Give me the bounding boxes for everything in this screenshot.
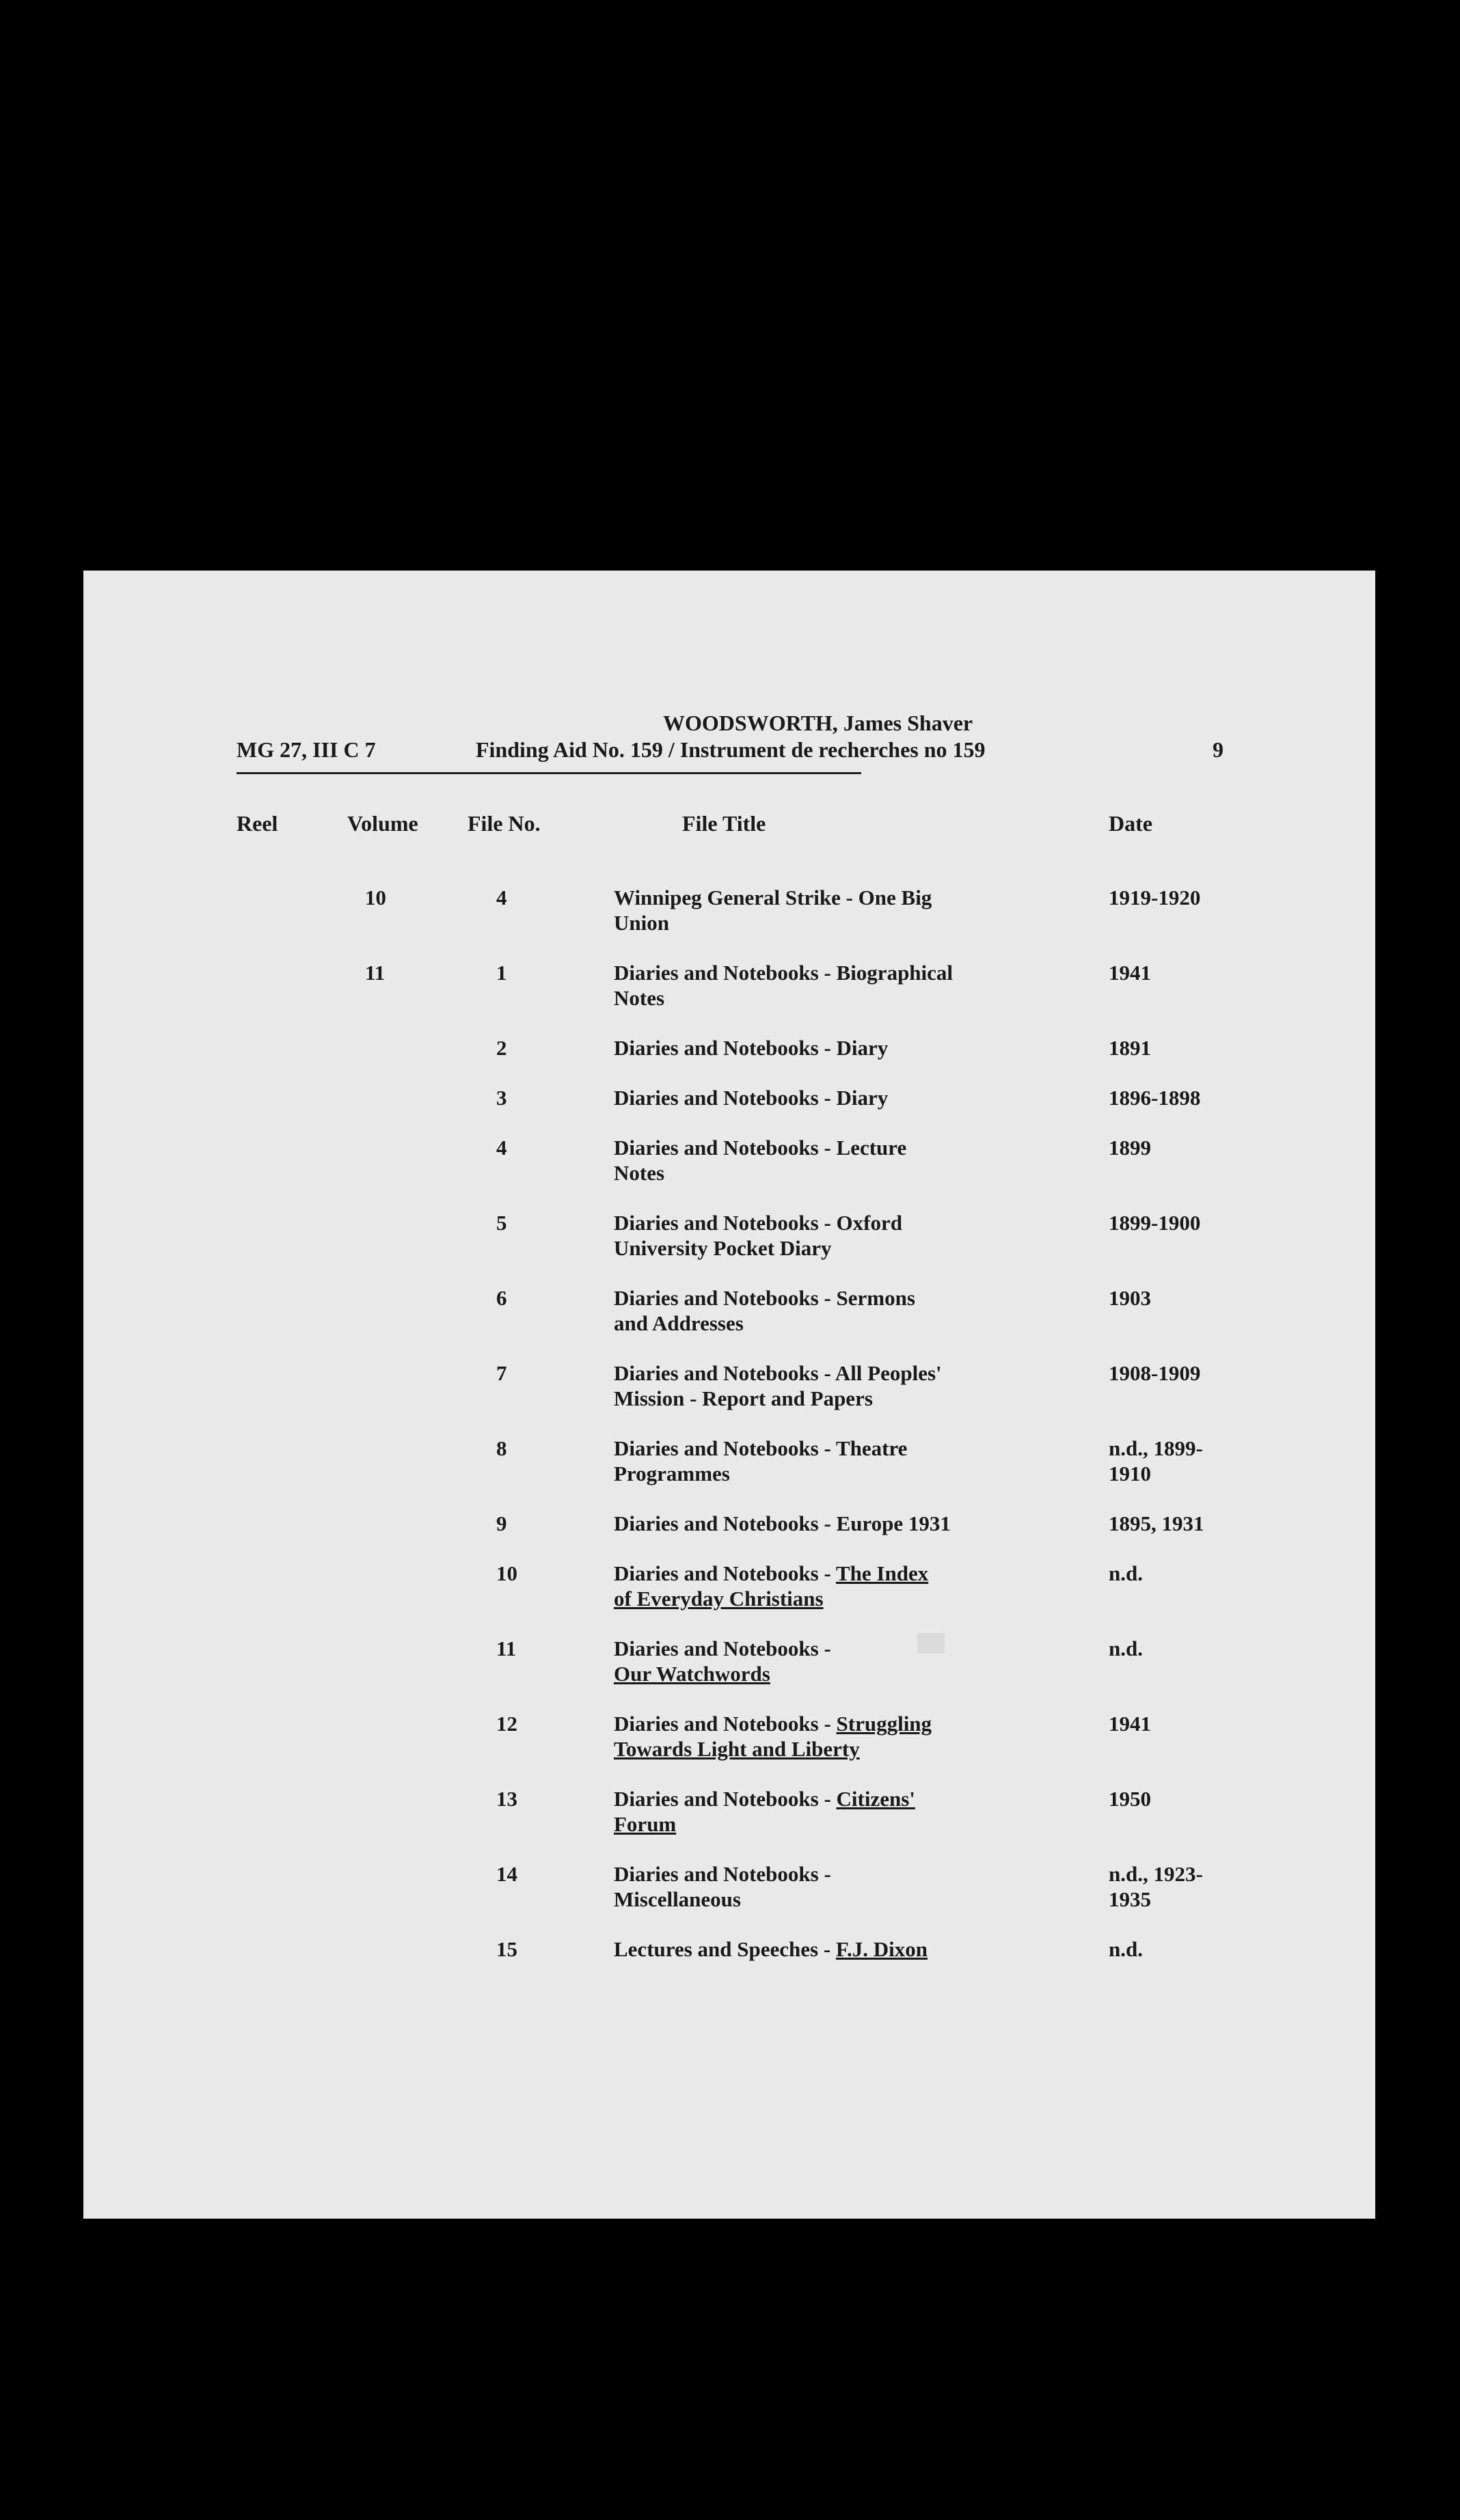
file-title-text: Diaries and Notebooks - <box>614 1561 836 1585</box>
date-line: 1910 <box>1109 1462 1151 1485</box>
fonds-code: MG 27, III C 7 <box>236 737 376 762</box>
file-title-cell <box>614 1285 997 1336</box>
file-title-line <box>614 1311 997 1336</box>
file-title-text: Forum <box>614 1812 677 1836</box>
file-title-text: Diaries and Notebooks - Diary <box>614 1036 889 1060</box>
file-number-cell: 11 <box>496 1636 517 1660</box>
date-cell <box>1109 885 1232 910</box>
column-header-date: Date <box>1109 811 1152 836</box>
file-title-text: Mission - Report and Papers <box>614 1386 873 1410</box>
date-cell <box>1109 1135 1232 1160</box>
file-title-line <box>614 1210 997 1235</box>
file-title-cell <box>614 1511 997 1536</box>
file-title-underlined: The Index <box>835 1561 929 1585</box>
file-title-text: Diaries and Notebooks - Theatre <box>614 1436 908 1460</box>
date-cell <box>1109 960 1232 985</box>
file-title-cell <box>614 960 997 1011</box>
volume-cell: 10 <box>365 886 386 909</box>
document-page <box>83 571 1375 2219</box>
file-number-cell: 10 <box>496 1561 517 1585</box>
file-title-text: Diaries and Notebooks - <box>614 1712 837 1736</box>
file-title-text: Diaries and Notebooks - Sermons <box>614 1286 915 1310</box>
date-cell <box>1109 1711 1232 1736</box>
column-header-file-title: File Title <box>682 811 766 836</box>
file-title-text: Miscellaneous <box>614 1887 741 1911</box>
file-title-text: Notes <box>614 1161 665 1185</box>
page-number: 9 <box>1213 737 1224 762</box>
file-title-line <box>614 1586 997 1611</box>
file-title-text: Diaries and Notebooks - Oxford <box>614 1211 902 1235</box>
file-number-cell: 3 <box>496 1086 507 1110</box>
file-title-text: Diaries and Notebooks - Diary <box>614 1086 889 1110</box>
file-title-text: and Addresses <box>614 1311 744 1335</box>
date-line: 1908-1909 <box>1109 1361 1201 1385</box>
table-row <box>83 1210 1375 1285</box>
header-rule <box>236 772 861 774</box>
file-title-line <box>614 1461 997 1486</box>
table-row <box>83 1936 1375 1986</box>
file-title-text: University Pocket Diary <box>614 1236 832 1260</box>
file-title-line <box>614 1085 997 1110</box>
file-number-cell: 9 <box>496 1511 507 1535</box>
column-header-file-no: File No. <box>468 811 541 836</box>
file-title-text: Lectures and Speeches - <box>614 1937 836 1961</box>
file-title-cell <box>614 1436 997 1486</box>
file-title-line <box>614 1786 997 1811</box>
file-title-line <box>614 1861 997 1887</box>
date-line: 1903 <box>1109 1286 1151 1310</box>
file-title-cell <box>614 1035 997 1060</box>
date-line: 1895, 1931 <box>1109 1511 1204 1535</box>
file-title-line <box>614 1736 997 1762</box>
date-cell <box>1109 1561 1232 1586</box>
date-line: 1899 <box>1109 1136 1151 1160</box>
file-title-line <box>614 1661 997 1686</box>
file-title-text: Diaries and Notebooks - All Peoples' <box>614 1361 942 1385</box>
file-title-text: Union <box>614 911 669 935</box>
table-row <box>83 1360 1375 1436</box>
file-title-line <box>614 1561 997 1586</box>
date-cell <box>1109 1210 1232 1235</box>
file-title-line <box>614 1160 997 1186</box>
file-title-line <box>614 1360 997 1386</box>
file-title-line <box>614 1386 997 1411</box>
table-row <box>83 1786 1375 1861</box>
column-header-volume: Volume <box>347 811 418 836</box>
volume-cell: 11 <box>365 961 386 985</box>
date-line: 1950 <box>1109 1787 1151 1811</box>
file-title-line <box>614 1511 997 1536</box>
file-title-cell <box>614 885 997 935</box>
date-cell <box>1109 1636 1232 1661</box>
file-title-text: Diaries and Notebooks - Biographical <box>614 961 954 985</box>
date-cell <box>1109 1285 1232 1311</box>
file-title-line <box>614 1035 997 1060</box>
file-title-underlined: Citizens' <box>836 1787 915 1811</box>
table-row <box>83 1861 1375 1936</box>
date-cell <box>1109 1436 1232 1486</box>
file-number-cell: 4 <box>496 886 507 909</box>
file-number-cell: 13 <box>496 1787 517 1811</box>
date-line: 1941 <box>1109 961 1151 985</box>
date-line: n.d., 1923- <box>1109 1862 1203 1886</box>
file-number-cell: 15 <box>496 1937 517 1961</box>
date-cell <box>1109 1085 1232 1110</box>
date-line: n.d. <box>1109 1636 1143 1660</box>
file-list <box>83 885 1375 1986</box>
file-number-cell: 1 <box>496 961 507 985</box>
file-title-line <box>614 1811 997 1837</box>
table-row <box>83 1436 1375 1511</box>
file-number-cell: 7 <box>496 1361 507 1385</box>
file-title-line <box>614 1135 997 1160</box>
date-line: 1941 <box>1109 1712 1151 1736</box>
file-title-text: Diaries and Notebooks - <box>614 1787 837 1811</box>
date-line: 1935 <box>1109 1887 1151 1911</box>
file-title-text: Towards Light and Liberty <box>614 1737 860 1761</box>
file-title-line <box>614 1235 997 1261</box>
collection-title: WOODSWORTH, James Shaver <box>663 711 973 735</box>
file-title-text: Notes <box>614 986 665 1010</box>
file-title-text: Our Watchwords <box>614 1662 770 1686</box>
file-title-cell <box>614 1085 997 1110</box>
file-title-cell <box>614 1711 997 1762</box>
file-number-cell: 4 <box>496 1136 507 1160</box>
date-cell <box>1109 1936 1232 1962</box>
file-title-underlined: Struggling <box>836 1712 932 1736</box>
date-cell <box>1109 1360 1232 1386</box>
file-title-line <box>614 1436 997 1461</box>
file-title-cell <box>614 1360 997 1411</box>
file-title-cell <box>614 1936 997 1962</box>
table-row <box>83 1035 1375 1085</box>
file-title-text: of Everyday Christians <box>614 1587 824 1611</box>
date-cell <box>1109 1511 1232 1536</box>
table-row <box>83 960 1375 1035</box>
file-title-text: Winnipeg General Strike - One Big <box>614 886 932 909</box>
table-row <box>83 1561 1375 1636</box>
date-line: n.d., 1899- <box>1109 1436 1203 1460</box>
file-title-cell <box>614 1135 997 1186</box>
table-row <box>83 1511 1375 1561</box>
file-title-cell <box>614 1210 997 1261</box>
file-title-line <box>614 1887 997 1912</box>
date-cell <box>1109 1035 1232 1060</box>
table-row <box>83 1085 1375 1135</box>
date-cell <box>1109 1861 1232 1912</box>
file-title-underlined: F.J. Dixon <box>835 1937 928 1961</box>
table-row <box>83 1135 1375 1210</box>
file-title-line <box>614 960 997 985</box>
file-number-cell: 5 <box>496 1211 507 1235</box>
date-line: n.d. <box>1109 1561 1143 1585</box>
paper-blemish <box>917 1633 945 1654</box>
file-number-cell: 12 <box>496 1712 517 1736</box>
file-title-cell <box>614 1786 997 1837</box>
date-line: n.d. <box>1109 1937 1143 1961</box>
file-title-text: Diaries and Notebooks - <box>614 1636 831 1660</box>
file-title-line <box>614 985 997 1011</box>
table-row <box>83 1636 1375 1711</box>
file-title-text: Diaries and Notebooks - <box>614 1862 831 1886</box>
file-title-line <box>614 1936 997 1962</box>
date-line: 1919-1920 <box>1109 886 1201 909</box>
file-title-line <box>614 885 997 910</box>
file-number-cell: 8 <box>496 1436 507 1460</box>
file-title-cell <box>614 1861 997 1912</box>
date-cell <box>1109 1786 1232 1811</box>
file-title-line <box>614 910 997 935</box>
file-title-line <box>614 1285 997 1311</box>
file-title-text: Diaries and Notebooks - Lecture <box>614 1136 907 1160</box>
file-title-text: Programmes <box>614 1462 730 1485</box>
file-number-cell: 14 <box>496 1862 517 1886</box>
date-line: 1899-1900 <box>1109 1211 1201 1235</box>
file-number-cell: 6 <box>496 1286 507 1310</box>
file-title-cell <box>614 1561 997 1611</box>
finding-aid-label: Finding Aid No. 159 / Instrument de recherches no 159 <box>476 737 986 762</box>
file-number-cell: 2 <box>496 1036 507 1060</box>
table-row <box>83 885 1375 960</box>
file-title-text: Diaries and Notebooks - Europe 1931 <box>614 1511 951 1535</box>
table-row <box>83 1711 1375 1786</box>
column-header-reel: Reel <box>236 811 278 836</box>
table-row <box>83 1285 1375 1360</box>
date-line: 1896-1898 <box>1109 1086 1201 1110</box>
date-line: 1891 <box>1109 1036 1151 1060</box>
file-title-line <box>614 1711 997 1736</box>
